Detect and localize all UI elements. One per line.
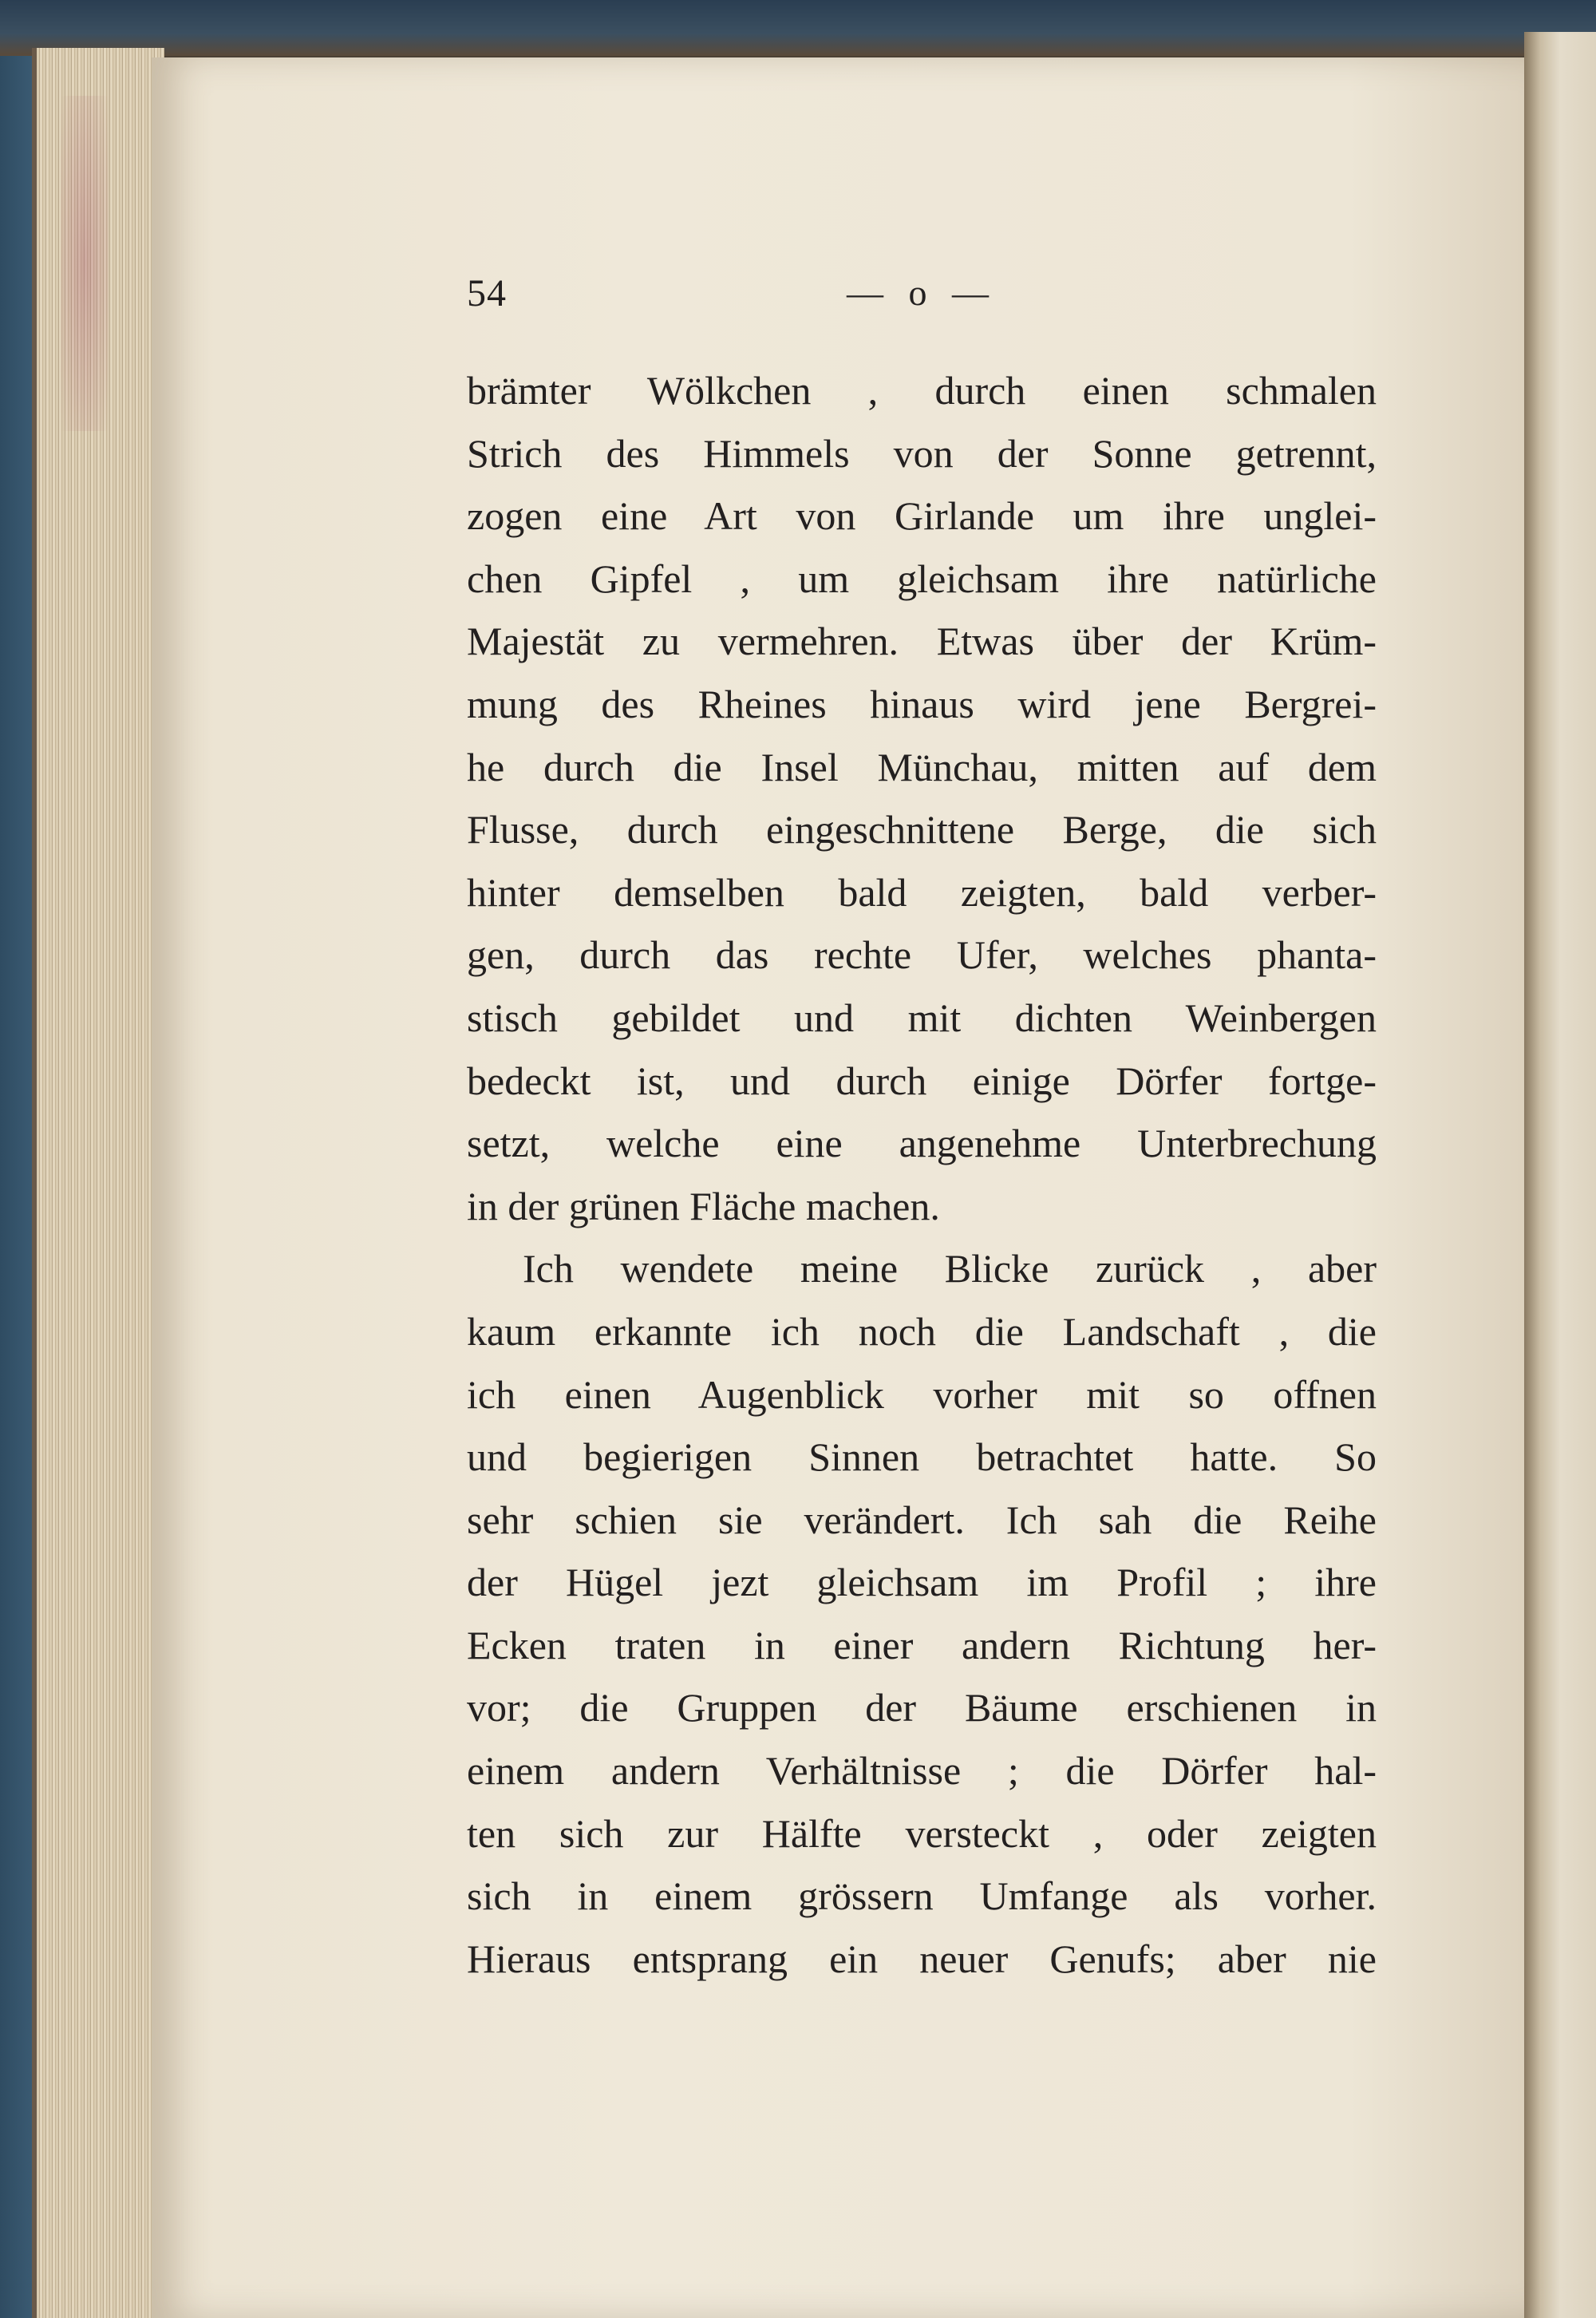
book-gutter [1524, 32, 1596, 2318]
text-line: Hieraus entsprang ein neuer Genufs; aber nie [467, 1936, 1377, 1981]
text-line: und begierigen Sinnen betrachtet hatte. So [467, 1434, 1377, 1480]
text-line: zogen eine Art von Girlande um ihre unglei- [467, 493, 1377, 539]
paragraph-first-line: Ich wendete meine Blicke zurück , aber [523, 1246, 1377, 1292]
text-line: Majestät zu vermehren. Etwas über der Krüm- [467, 619, 1377, 664]
text-line: mung des Rheines hinaus wird jene Bergrei- [467, 681, 1377, 726]
header-ornament: — o — [847, 272, 997, 313]
text-line: der Hügel jezt gleichsam im Profil ; ihre [467, 1560, 1377, 1605]
text-line: Flusse, durch eingeschnittene Berge, die sich [467, 807, 1377, 852]
text-line: stisch gebildet und mit dichten Weinbergen [467, 995, 1377, 1040]
text-line: vor; die Gruppen der Bäume erschienen in [467, 1685, 1377, 1731]
text-line: sehr schien sie verändert. Ich sah die Reihe [467, 1497, 1377, 1542]
text-line: ten sich zur Hälfte versteckt , oder zeigten [467, 1810, 1377, 1856]
body-text [467, 359, 1377, 1990]
text-line: Strich des Himmels von der Sonne getrennt, [467, 430, 1377, 476]
text-line: hinter demselben bald zeigten, bald verber- [467, 869, 1377, 915]
text-line: sich in einem grössern Umfange als vorher. [467, 1873, 1377, 1919]
page-block-edges [32, 48, 164, 2318]
paragraph-last-line: in der grünen Fläche machen. [467, 1183, 940, 1228]
text-line: Ecken traten in einer andern Richtung her- [467, 1622, 1377, 1667]
text-line: brämter Wölkchen , durch einen schmalen [467, 368, 1377, 413]
text-line: gen, durch das rechte Ufer, welches phanta- [467, 932, 1377, 978]
page-number: 54 [467, 272, 507, 314]
text-line: setzt, welche eine angenehme Unterbrechung [467, 1121, 1377, 1166]
text-line: he durch die Insel Münchau, mitten auf dem [467, 744, 1377, 789]
text-line: kaum erkannte ich noch die Landschaft , die [467, 1308, 1377, 1354]
text-line: einem andern Verhältnisse ; die Dörfer hal- [467, 1748, 1377, 1794]
text-line: bedeckt ist, und durch einige Dörfer fortge- [467, 1058, 1377, 1103]
running-head [467, 271, 1377, 319]
text-line: chen Gipfel , um gleichsam ihre natürliche [467, 556, 1377, 601]
text-line: ich einen Augenblick vorher mit so offnen [467, 1371, 1377, 1417]
page-content [467, 0, 1377, 2318]
